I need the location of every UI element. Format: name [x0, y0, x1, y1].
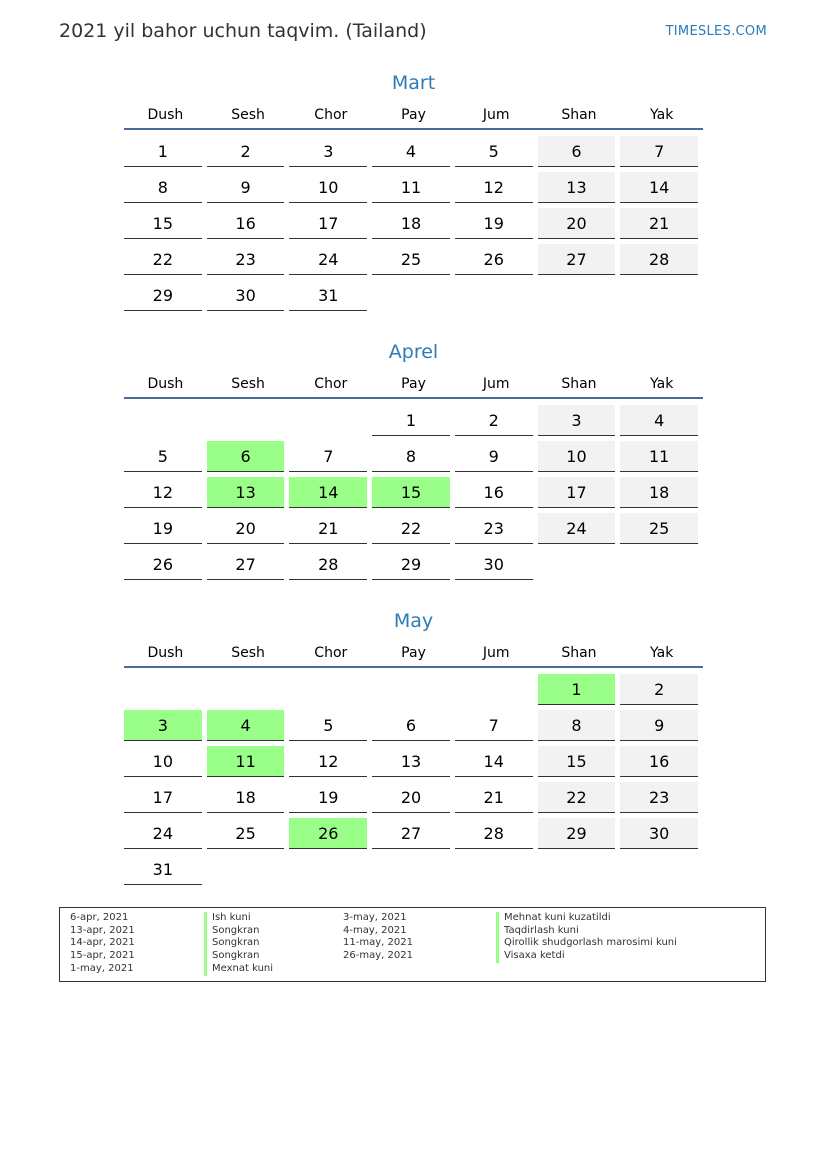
weekday-label: Jum — [482, 645, 510, 661]
legend-holiday-name: Ish kuni — [204, 912, 273, 925]
day-cell[interactable]: 22 — [124, 244, 202, 275]
day-slot — [207, 816, 290, 852]
weeks-grid — [124, 134, 703, 314]
day-slot — [538, 708, 621, 744]
day-slot — [289, 547, 372, 583]
day-slot — [289, 672, 372, 708]
day-slot — [455, 242, 538, 278]
day-slot — [207, 278, 290, 314]
day-slot — [207, 511, 290, 547]
day-slot — [124, 242, 207, 278]
week-row — [124, 744, 703, 780]
day-cell[interactable]: 18 — [207, 782, 285, 813]
day-cell[interactable]: 23 — [455, 513, 533, 544]
day-slot — [289, 170, 372, 206]
day-cell[interactable]: 13 — [372, 746, 450, 777]
weekday-label: Sesh — [231, 645, 265, 661]
weekday-header — [124, 371, 703, 399]
day-cell[interactable]: 22 — [538, 782, 616, 813]
legend-holiday-name: Mexnat kuni — [204, 963, 273, 976]
day-slot — [372, 547, 455, 583]
day-slot — [207, 170, 290, 206]
page-title: 2021 yil bahor uchun taqvim. (Tailand) — [59, 20, 427, 42]
weekday-header — [124, 640, 703, 668]
day-slot — [207, 852, 290, 888]
weekday-label: Dush — [147, 376, 184, 392]
day-slot — [538, 278, 621, 314]
day-slot — [620, 439, 703, 475]
legend-holiday-name: Songkran — [204, 925, 273, 938]
legend-holiday-name: Visaxa ketdi — [496, 950, 677, 963]
day-slot — [124, 816, 207, 852]
day-cell[interactable]: 9 — [455, 441, 533, 472]
day-cell[interactable]: 27 — [538, 244, 616, 275]
holiday-day-cell[interactable]: 15 — [372, 477, 450, 508]
day-slot — [538, 852, 621, 888]
day-slot — [289, 744, 372, 780]
week-row — [124, 134, 703, 170]
day-slot — [124, 852, 207, 888]
day-cell[interactable]: 15 — [538, 746, 616, 777]
month-title: Aprel — [388, 341, 439, 363]
day-slot — [124, 439, 207, 475]
day-slot — [124, 780, 207, 816]
day-cell[interactable]: 7 — [289, 441, 367, 472]
empty-day — [207, 854, 285, 884]
day-cell[interactable]: 11 — [372, 172, 450, 203]
day-slot — [620, 816, 703, 852]
day-cell[interactable]: 20 — [372, 782, 450, 813]
day-slot — [455, 134, 538, 170]
day-cell[interactable]: 26 — [124, 549, 202, 580]
day-cell[interactable]: 4 — [620, 405, 698, 436]
day-slot — [124, 744, 207, 780]
day-slot — [372, 672, 455, 708]
day-cell[interactable]: 5 — [289, 710, 367, 741]
day-slot — [455, 780, 538, 816]
day-slot — [289, 852, 372, 888]
legend-date: 6-apr, 2021 — [70, 912, 129, 923]
day-slot — [207, 439, 290, 475]
day-slot — [124, 511, 207, 547]
week-row — [124, 547, 703, 583]
day-cell[interactable]: 2 — [207, 136, 285, 167]
day-cell[interactable]: 5 — [124, 441, 202, 472]
day-slot — [538, 134, 621, 170]
legend-holiday-name: Taqdirlash kuni — [496, 925, 677, 938]
day-cell[interactable]: 24 — [538, 513, 616, 544]
day-slot — [124, 672, 207, 708]
weekday-label: Jum — [482, 107, 510, 123]
day-cell[interactable]: 11 — [620, 441, 698, 472]
day-slot — [124, 708, 207, 744]
day-cell[interactable]: 8 — [372, 441, 450, 472]
week-row — [124, 672, 703, 708]
day-slot — [538, 744, 621, 780]
empty-day — [207, 405, 285, 435]
empty-day — [207, 674, 285, 704]
week-row — [124, 511, 703, 547]
holiday-day-cell[interactable]: 3 — [124, 710, 202, 741]
month-may — [124, 608, 703, 888]
empty-day — [124, 405, 202, 435]
day-cell[interactable]: 28 — [620, 244, 698, 275]
day-slot — [289, 134, 372, 170]
day-slot — [538, 206, 621, 242]
legend-date: 11-may, 2021 — [343, 937, 413, 949]
day-slot — [124, 134, 207, 170]
day-cell[interactable]: 1 — [372, 405, 450, 436]
day-slot — [372, 852, 455, 888]
month-title: Mart — [391, 72, 436, 94]
weekday-label: Chor — [314, 645, 348, 661]
day-cell[interactable]: 25 — [620, 513, 698, 544]
day-slot — [124, 547, 207, 583]
day-cell[interactable]: 18 — [372, 208, 450, 239]
legend-date: 26-may, 2021 — [343, 950, 413, 962]
weekday-label: Dush — [147, 107, 184, 123]
legend-holiday-name: Mehnat kuni kuzatildi — [496, 912, 677, 925]
day-slot — [207, 708, 290, 744]
day-slot — [538, 780, 621, 816]
holiday-day-cell[interactable]: 26 — [289, 818, 367, 849]
day-slot — [207, 547, 290, 583]
weekday-label: Sesh — [231, 107, 265, 123]
holiday-day-cell[interactable]: 4 — [207, 710, 285, 741]
day-cell[interactable]: 7 — [455, 710, 533, 741]
day-slot — [207, 242, 290, 278]
day-cell[interactable]: 21 — [289, 513, 367, 544]
day-cell[interactable]: 15 — [124, 208, 202, 239]
holiday-day-cell[interactable]: 13 — [207, 477, 285, 508]
day-cell[interactable]: 9 — [207, 172, 285, 203]
legend-names-left — [204, 912, 273, 976]
day-slot — [372, 206, 455, 242]
empty-day — [372, 280, 450, 310]
weekday-label: Shan — [561, 107, 597, 123]
day-cell[interactable]: 12 — [289, 746, 367, 777]
day-slot — [620, 134, 703, 170]
day-slot — [455, 672, 538, 708]
day-slot — [455, 744, 538, 780]
day-cell[interactable]: 27 — [372, 818, 450, 849]
day-cell[interactable]: 29 — [372, 549, 450, 580]
day-slot — [538, 672, 621, 708]
empty-day — [620, 854, 698, 884]
legend-dates-left — [70, 912, 135, 976]
day-slot — [289, 206, 372, 242]
empty-day — [455, 674, 533, 704]
month-mart — [124, 70, 703, 314]
day-cell[interactable]: 21 — [620, 208, 698, 239]
weekday-label: Chor — [314, 376, 348, 392]
day-cell[interactable]: 23 — [620, 782, 698, 813]
day-slot — [372, 744, 455, 780]
day-slot — [289, 708, 372, 744]
day-slot — [620, 170, 703, 206]
day-cell[interactable]: 30 — [455, 549, 533, 580]
day-slot — [538, 511, 621, 547]
day-slot — [289, 439, 372, 475]
weekday-label: Jum — [482, 376, 510, 392]
day-slot — [620, 242, 703, 278]
day-cell[interactable]: 12 — [124, 477, 202, 508]
day-slot — [289, 780, 372, 816]
empty-day — [538, 280, 616, 310]
weekday-label: Shan — [561, 376, 597, 392]
day-slot — [207, 672, 290, 708]
day-slot — [455, 170, 538, 206]
day-cell[interactable]: 25 — [372, 244, 450, 275]
legend-date: 3-may, 2021 — [343, 912, 407, 923]
weeks-grid — [124, 403, 703, 583]
empty-day — [455, 854, 533, 884]
day-slot — [207, 403, 290, 439]
day-slot — [538, 547, 621, 583]
day-slot — [289, 511, 372, 547]
weekday-label: Dush — [147, 645, 184, 661]
day-slot — [455, 511, 538, 547]
day-slot — [207, 206, 290, 242]
day-cell[interactable]: 26 — [455, 244, 533, 275]
day-slot — [124, 170, 207, 206]
day-cell[interactable]: 10 — [538, 441, 616, 472]
day-slot — [124, 475, 207, 511]
day-slot — [124, 403, 207, 439]
day-cell[interactable]: 27 — [207, 549, 285, 580]
holiday-legend — [59, 907, 766, 982]
legend-date: 4-may, 2021 — [343, 924, 407, 936]
legend-date: 13-apr, 2021 — [70, 924, 135, 936]
day-cell[interactable]: 24 — [289, 244, 367, 275]
day-cell[interactable]: 29 — [124, 280, 202, 311]
day-cell[interactable]: 29 — [538, 818, 616, 849]
empty-day — [455, 280, 533, 310]
day-slot — [620, 403, 703, 439]
weekday-label: Yak — [650, 645, 674, 661]
day-slot — [207, 744, 290, 780]
day-cell[interactable]: 8 — [124, 172, 202, 203]
legend-date: 1-may, 2021 — [70, 962, 134, 974]
day-slot — [289, 278, 372, 314]
day-slot — [207, 134, 290, 170]
month-aprel — [124, 339, 703, 583]
weekday-label: Sesh — [231, 376, 265, 392]
weekday-label: Shan — [561, 645, 597, 661]
day-slot — [124, 206, 207, 242]
day-cell[interactable]: 20 — [207, 513, 285, 544]
day-slot — [538, 816, 621, 852]
day-cell[interactable]: 1 — [124, 136, 202, 167]
weeks-grid — [124, 672, 703, 888]
day-slot — [372, 278, 455, 314]
day-cell[interactable]: 16 — [620, 746, 698, 777]
weekday-label: Pay — [401, 376, 426, 392]
day-slot — [455, 403, 538, 439]
day-cell[interactable]: 21 — [455, 782, 533, 813]
day-cell[interactable]: 30 — [620, 818, 698, 849]
legend-date: 15-apr, 2021 — [70, 950, 135, 962]
empty-day — [538, 854, 616, 884]
day-cell[interactable]: 2 — [455, 405, 533, 436]
day-cell[interactable]: 23 — [207, 244, 285, 275]
day-slot — [455, 206, 538, 242]
legend-holiday-name: Songkran — [204, 937, 273, 950]
day-cell[interactable]: 17 — [289, 208, 367, 239]
day-slot — [538, 170, 621, 206]
day-slot — [620, 852, 703, 888]
day-slot — [455, 708, 538, 744]
day-slot — [207, 475, 290, 511]
day-slot — [538, 475, 621, 511]
day-slot — [289, 816, 372, 852]
empty-day — [289, 854, 367, 884]
site-link[interactable]: TIMESLES.COM — [665, 24, 767, 39]
empty-day — [620, 549, 698, 579]
day-slot — [620, 511, 703, 547]
week-row — [124, 278, 703, 314]
empty-day — [289, 674, 367, 704]
day-cell[interactable]: 28 — [289, 549, 367, 580]
day-cell[interactable]: 12 — [455, 172, 533, 203]
week-row — [124, 816, 703, 852]
day-cell[interactable]: 13 — [538, 172, 616, 203]
day-cell[interactable]: 3 — [289, 136, 367, 167]
day-cell[interactable]: 16 — [207, 208, 285, 239]
day-cell[interactable]: 9 — [620, 710, 698, 741]
day-slot — [372, 170, 455, 206]
day-slot — [372, 816, 455, 852]
week-row — [124, 475, 703, 511]
day-cell[interactable]: 5 — [455, 136, 533, 167]
day-cell[interactable]: 14 — [620, 172, 698, 203]
legend-names-right — [496, 912, 677, 963]
week-row — [124, 206, 703, 242]
week-row — [124, 242, 703, 278]
day-cell[interactable]: 17 — [124, 782, 202, 813]
day-slot — [372, 242, 455, 278]
holiday-day-cell[interactable]: 14 — [289, 477, 367, 508]
day-cell[interactable]: 24 — [124, 818, 202, 849]
day-slot — [620, 708, 703, 744]
day-cell[interactable]: 14 — [455, 746, 533, 777]
day-slot — [620, 780, 703, 816]
day-cell[interactable]: 18 — [620, 477, 698, 508]
empty-day — [124, 674, 202, 704]
day-cell[interactable]: 10 — [124, 746, 202, 777]
day-cell[interactable]: 31 — [289, 280, 367, 311]
weekday-label: Pay — [401, 645, 426, 661]
empty-day — [289, 405, 367, 435]
week-row — [124, 780, 703, 816]
day-slot — [372, 511, 455, 547]
day-cell[interactable]: 28 — [455, 818, 533, 849]
day-cell[interactable]: 6 — [372, 710, 450, 741]
day-cell[interactable]: 22 — [372, 513, 450, 544]
week-row — [124, 708, 703, 744]
empty-day — [538, 549, 616, 579]
holiday-day-cell[interactable]: 6 — [207, 441, 285, 472]
day-slot — [372, 780, 455, 816]
day-slot — [538, 242, 621, 278]
weekday-label: Chor — [314, 107, 348, 123]
week-row — [124, 170, 703, 206]
empty-day — [620, 280, 698, 310]
day-cell[interactable]: 17 — [538, 477, 616, 508]
day-cell[interactable]: 25 — [207, 818, 285, 849]
day-slot — [372, 403, 455, 439]
day-cell[interactable]: 19 — [124, 513, 202, 544]
legend-holiday-name: Songkran — [204, 950, 273, 963]
day-slot — [620, 278, 703, 314]
day-cell[interactable]: 16 — [455, 477, 533, 508]
day-slot — [455, 547, 538, 583]
day-slot — [455, 852, 538, 888]
day-slot — [207, 780, 290, 816]
day-cell[interactable]: 4 — [372, 136, 450, 167]
day-slot — [538, 439, 621, 475]
day-slot — [455, 278, 538, 314]
day-slot — [620, 206, 703, 242]
day-cell[interactable]: 3 — [538, 405, 616, 436]
day-cell[interactable]: 2 — [620, 674, 698, 705]
week-row — [124, 852, 703, 888]
day-cell[interactable]: 19 — [455, 208, 533, 239]
week-row — [124, 439, 703, 475]
weekday-label: Yak — [650, 107, 674, 123]
day-cell[interactable]: 6 — [538, 136, 616, 167]
day-slot — [372, 475, 455, 511]
holiday-day-cell[interactable]: 1 — [538, 674, 616, 705]
day-cell[interactable]: 10 — [289, 172, 367, 203]
weekday-label: Yak — [650, 376, 674, 392]
day-slot — [620, 475, 703, 511]
day-slot — [124, 278, 207, 314]
day-cell[interactable]: 8 — [538, 710, 616, 741]
day-slot — [289, 475, 372, 511]
day-cell[interactable]: 20 — [538, 208, 616, 239]
day-slot — [455, 475, 538, 511]
day-slot — [372, 134, 455, 170]
day-slot — [289, 242, 372, 278]
day-slot — [620, 547, 703, 583]
day-slot — [289, 403, 372, 439]
empty-day — [372, 854, 450, 884]
legend-dates-right — [343, 912, 413, 963]
weekday-label: Pay — [401, 107, 426, 123]
day-slot — [620, 672, 703, 708]
day-slot — [538, 403, 621, 439]
weekday-header — [124, 102, 703, 130]
week-row — [124, 403, 703, 439]
day-cell[interactable]: 7 — [620, 136, 698, 167]
day-slot — [620, 744, 703, 780]
legend-holiday-name: Qirollik shudgorlash marosimi kuni — [496, 937, 677, 950]
day-slot — [372, 439, 455, 475]
day-cell[interactable]: 19 — [289, 782, 367, 813]
empty-day — [372, 674, 450, 704]
day-slot — [372, 708, 455, 744]
month-title: May — [393, 610, 434, 632]
day-slot — [455, 439, 538, 475]
holiday-day-cell[interactable]: 11 — [207, 746, 285, 777]
day-cell[interactable]: 30 — [207, 280, 285, 311]
day-cell[interactable]: 31 — [124, 854, 202, 885]
legend-date: 14-apr, 2021 — [70, 937, 135, 949]
day-slot — [455, 816, 538, 852]
